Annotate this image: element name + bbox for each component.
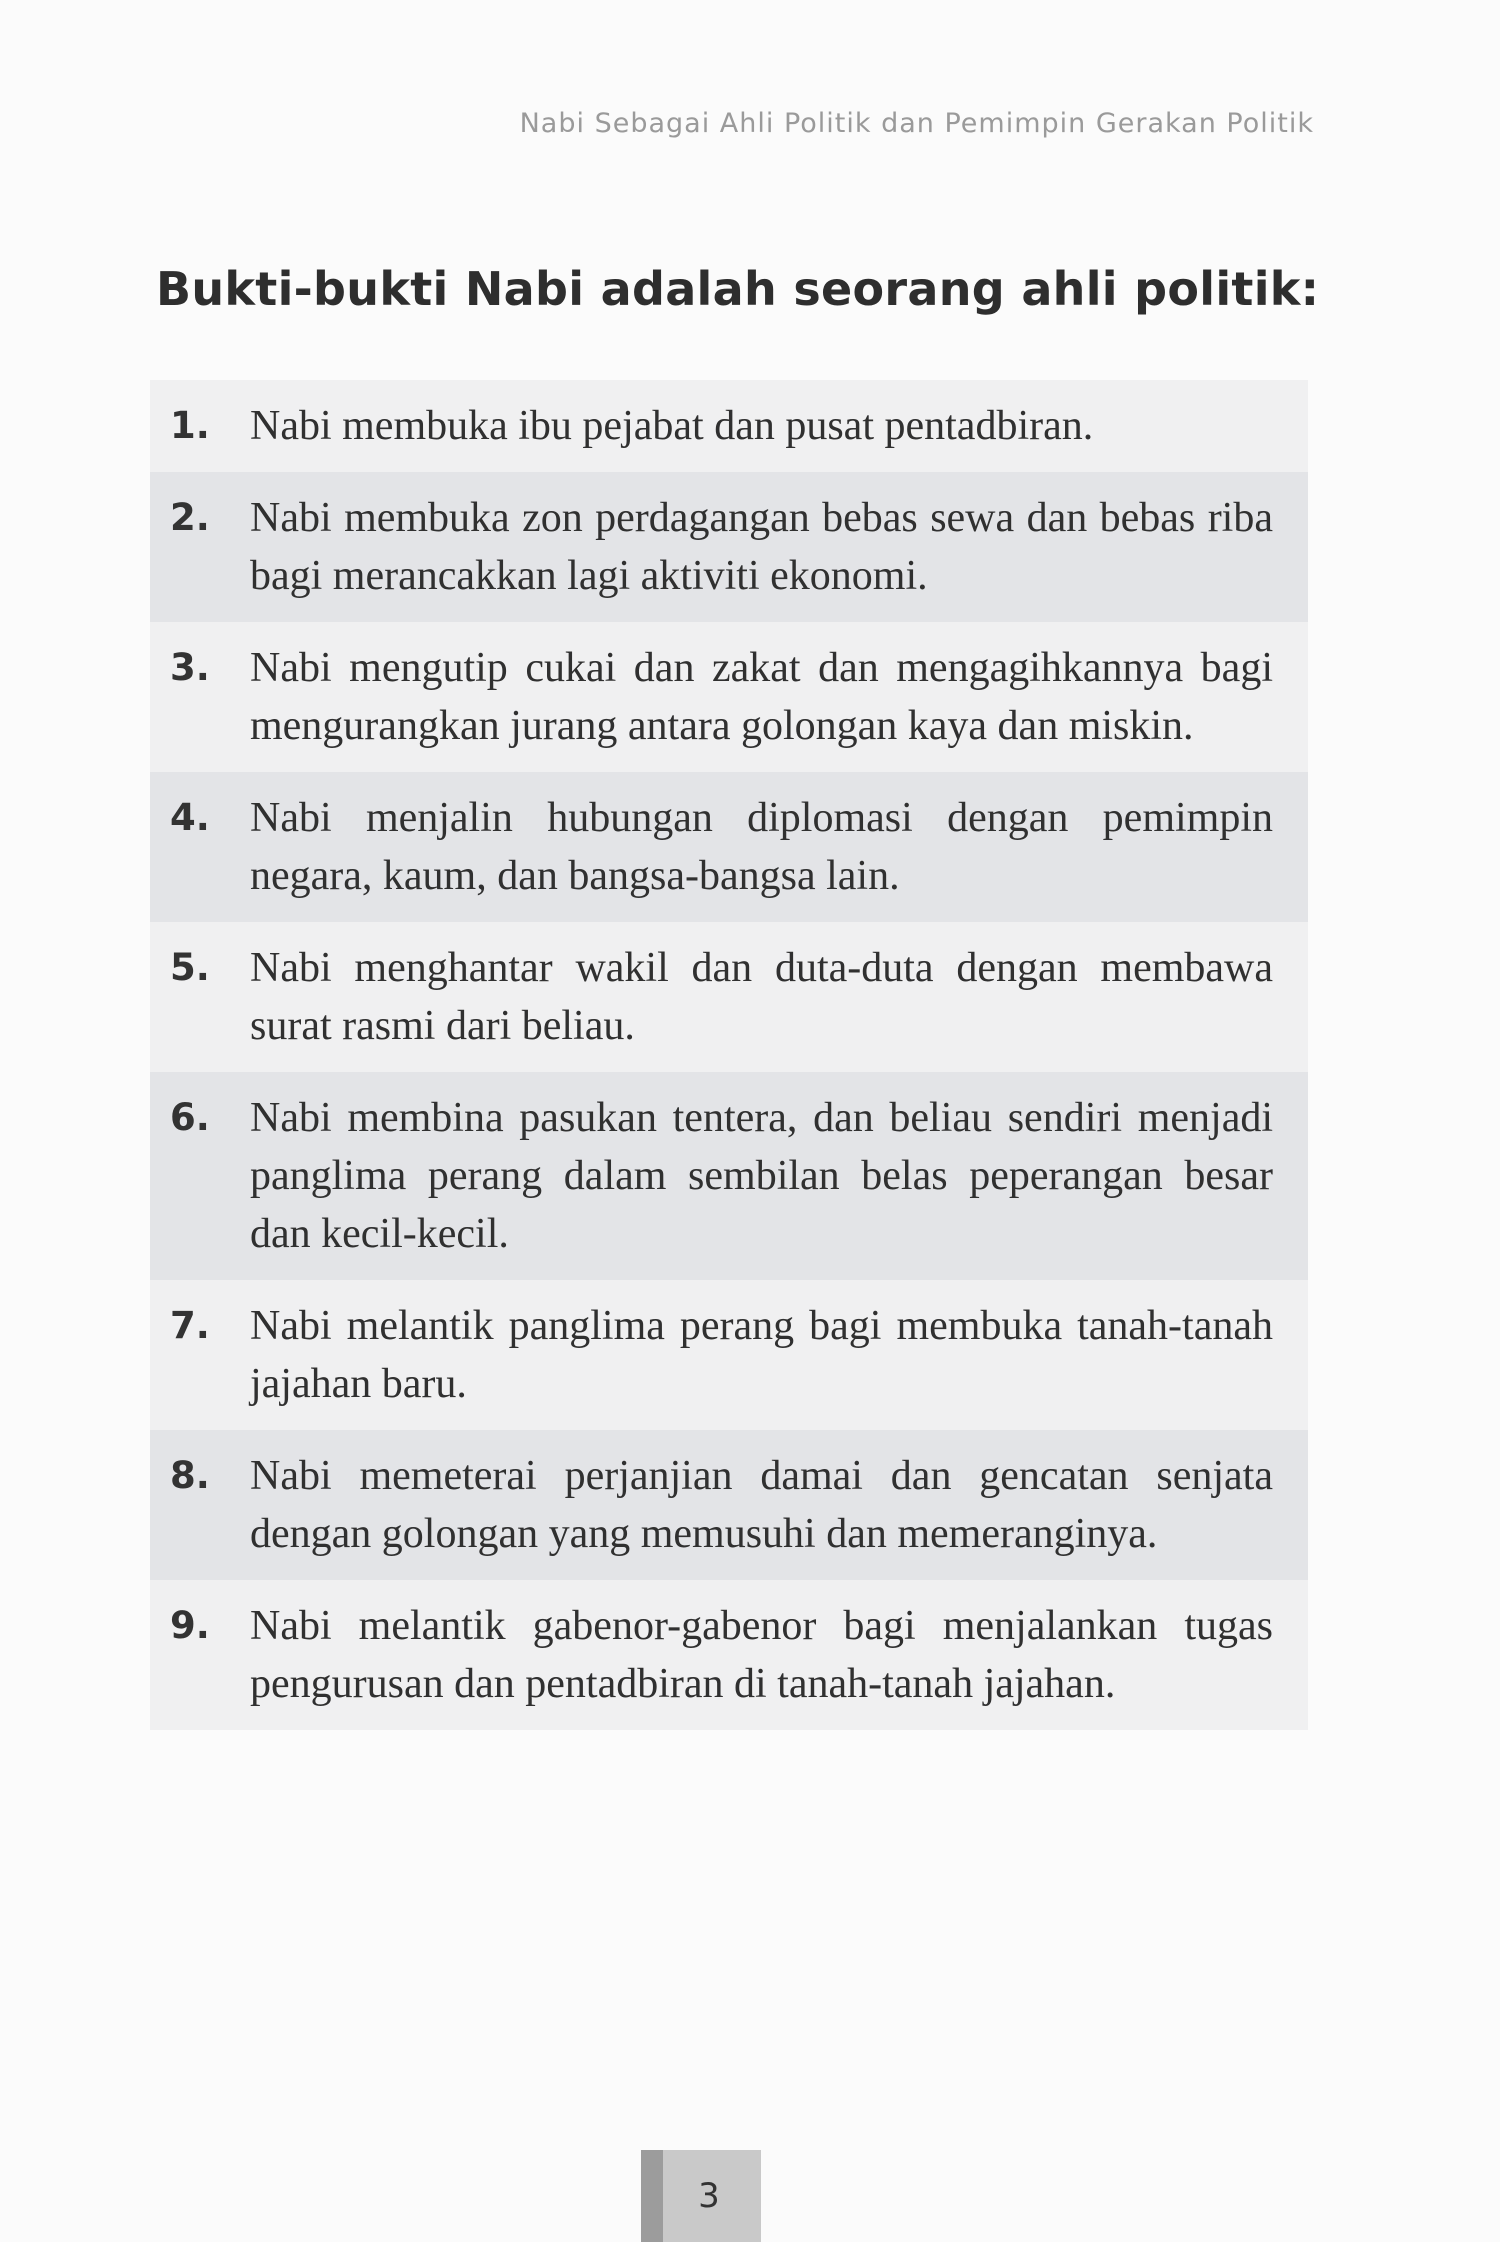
list-item-8 xyxy=(150,1430,1308,1580)
item-text: Nabi memeterai perjanjian damai dan gencatan senjata dengan golongan yang memusuhi dan memeranginya. xyxy=(250,1453,1273,1557)
item-text: Nabi membuka ibu pejabat dan pusat pentadbiran. xyxy=(250,403,1094,449)
item-number: 7. xyxy=(170,1304,210,1347)
evidence-list xyxy=(150,380,1308,1730)
item-text: Nabi membuka zon perdagangan bebas sewa dan bebas riba bagi merancakkan lagi aktiviti ekonomi. xyxy=(250,495,1273,599)
list-item-6 xyxy=(150,1072,1308,1280)
item-text: Nabi mengutip cukai dan zakat dan mengagihkannya bagi mengurangkan jurang antara golongan kaya dan miskin. xyxy=(250,645,1273,749)
item-number: 6. xyxy=(170,1096,210,1139)
page-number-box xyxy=(641,2150,761,2242)
item-number: 5. xyxy=(170,946,210,989)
item-number: 4. xyxy=(170,796,210,839)
section-heading: Bukti-bukti Nabi adalah seorang ahli politik: xyxy=(156,262,1320,316)
list-item-2 xyxy=(150,472,1308,622)
list-item-7 xyxy=(150,1280,1308,1430)
item-number: 3. xyxy=(170,646,210,689)
item-text: Nabi membina pasukan tentera, dan beliau sendiri menjadi panglima perang dalam sembilan belas peperangan besar dan kecil-kecil. xyxy=(250,1095,1273,1257)
page-number: 3 xyxy=(698,2176,720,2216)
item-number: 8. xyxy=(170,1454,210,1497)
item-number: 9. xyxy=(170,1604,210,1647)
list-item-5 xyxy=(150,922,1308,1072)
item-number: 2. xyxy=(170,496,210,539)
running-header: Nabi Sebagai Ahli Politik dan Pemimpin Gerakan Politik xyxy=(519,108,1314,139)
item-text: Nabi menghantar wakil dan duta-duta dengan membawa surat rasmi dari beliau. xyxy=(250,945,1273,1049)
list-item-3 xyxy=(150,622,1308,772)
item-text: Nabi menjalin hubungan diplomasi dengan pemimpin negara, kaum, dan bangsa-bangsa lain. xyxy=(250,795,1273,899)
list-item-4 xyxy=(150,772,1308,922)
list-item-1 xyxy=(150,380,1308,472)
item-number: 1. xyxy=(170,404,210,447)
item-text: Nabi melantik panglima perang bagi membuka tanah-tanah jajahan baru. xyxy=(250,1303,1273,1407)
list-item-9 xyxy=(150,1580,1308,1730)
item-text: Nabi melantik gabenor-gabenor bagi menjalankan tugas pengurusan dan pentadbiran di tanah-tanah jajahan. xyxy=(250,1603,1273,1707)
